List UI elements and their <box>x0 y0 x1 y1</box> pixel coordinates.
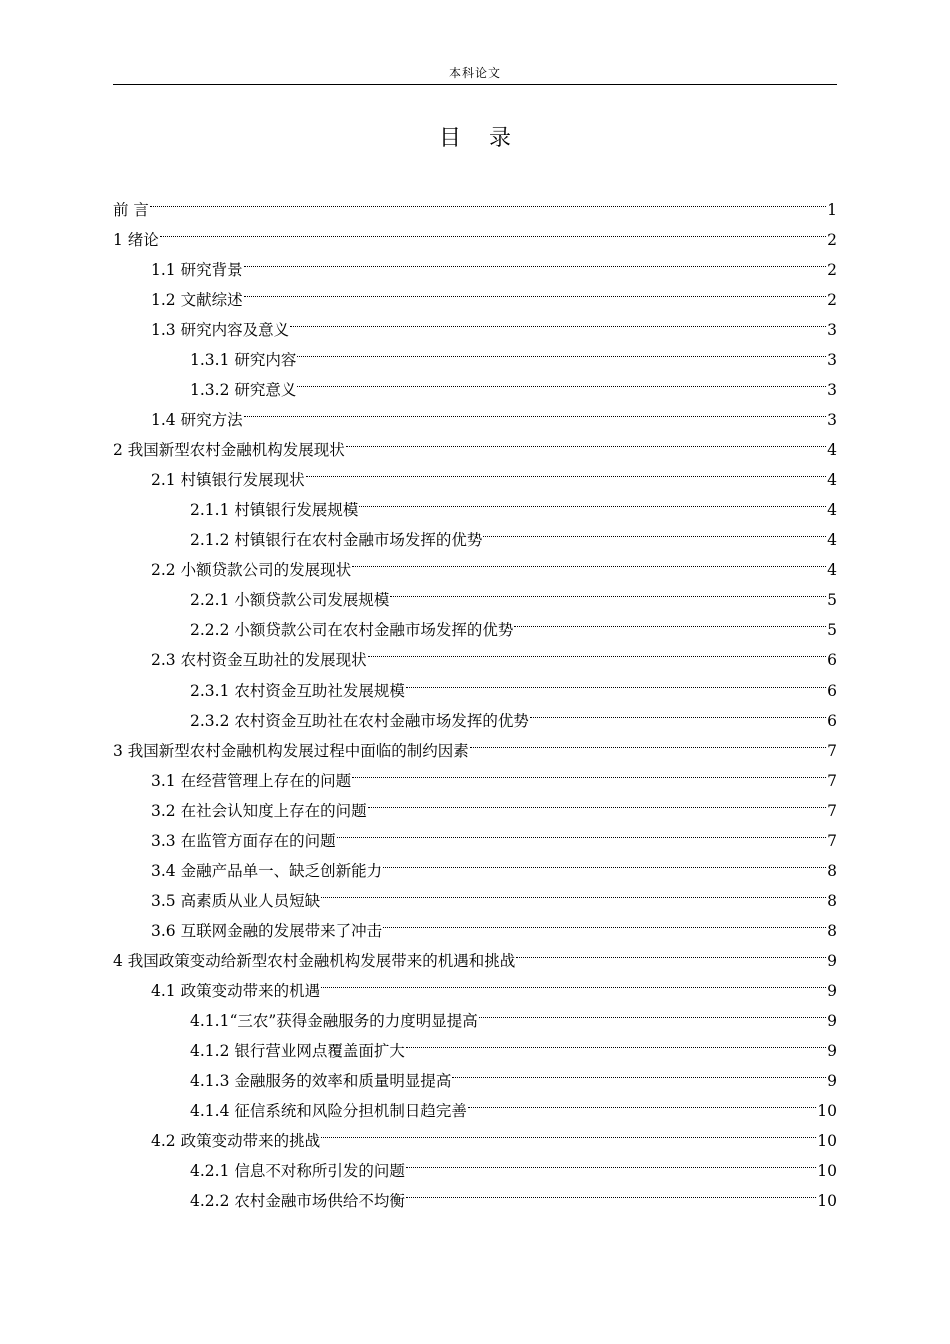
toc-entry-page: 8 <box>827 891 837 910</box>
dot-leader <box>337 816 827 846</box>
toc-entry-page: 10 <box>817 1162 837 1180</box>
toc-entry-title: 2.3.2 农村资金互助社在农村金融市场发挥的优势 <box>190 711 529 730</box>
dot-leader <box>406 1026 826 1056</box>
toc-entry-title: 4.1.3 金融服务的效率和质量明显提高 <box>190 1071 452 1090</box>
dot-leader <box>359 485 826 515</box>
toc-entry-page: 1 <box>827 201 837 219</box>
toc-entry-title: 3.4 金融产品单一、缺乏创新能力 <box>151 861 383 880</box>
toc-entry[interactable] <box>113 215 837 250</box>
toc-entry-page: 9 <box>827 951 837 970</box>
toc-entry-page: 10 <box>817 1192 837 1211</box>
toc-entry-page: 3 <box>827 411 837 430</box>
dot-leader <box>321 1116 816 1146</box>
dot-leader <box>352 545 826 575</box>
toc-entry-page: 8 <box>827 861 837 880</box>
toc-entry-title: 4 我国政策变动给新型农村金融机构发展带来的机遇和挑战 <box>113 951 516 970</box>
dot-leader <box>297 365 826 395</box>
toc-entry-title: 2.1.1 村镇银行发展规模 <box>190 501 359 520</box>
dot-leader <box>150 185 826 215</box>
dot-leader <box>514 605 826 635</box>
toc-entry-title: 2 我国新型农村金融机构发展现状 <box>113 441 345 460</box>
toc-entry-page: 3 <box>827 321 837 340</box>
dot-leader <box>530 696 826 726</box>
toc-entry-page: 4 <box>827 561 837 580</box>
toc-entry-page: 9 <box>827 1041 837 1060</box>
toc-entry-page: 6 <box>827 711 837 730</box>
toc-entry-title: 3 我国新型农村金融机构发展过程中面临的制约因素 <box>113 741 469 760</box>
toc-entry-title: 前 言 <box>113 201 149 219</box>
dot-leader <box>346 425 826 455</box>
toc-entry-page: 5 <box>827 621 837 640</box>
dot-leader <box>306 455 827 485</box>
toc-entry-page: 10 <box>817 1131 837 1150</box>
dot-leader <box>516 936 826 966</box>
toc-entry-title: 1 绪论 <box>113 231 159 250</box>
dot-leader <box>160 215 826 245</box>
toc-entry-page: 2 <box>827 291 837 310</box>
dot-leader <box>383 906 826 936</box>
toc-entry-page: 2 <box>827 261 837 280</box>
dot-leader <box>352 756 826 786</box>
toc-entry-title: 3.5 高素质从业人员短缺 <box>151 891 321 910</box>
toc-entry-title: 4.2.1 信息不对称所引发的问题 <box>190 1162 405 1180</box>
toc-entry-page: 7 <box>827 741 837 760</box>
toc-entry[interactable] <box>113 185 837 219</box>
dot-leader <box>297 335 826 365</box>
dot-leader <box>406 666 826 696</box>
toc-entry-page: 3 <box>827 381 837 400</box>
toc-entry-title: 2.3.1 农村资金互助社发展规模 <box>190 681 405 700</box>
toc-entry-title: 3.2 在社会认知度上存在的问题 <box>151 801 367 820</box>
dot-leader <box>321 876 826 906</box>
toc-entry-title: 2.1 村镇银行发展现状 <box>151 471 305 490</box>
toc-entry-title: 1.2 文献综述 <box>151 291 243 310</box>
toc-entry-page: 6 <box>827 681 837 700</box>
dot-leader <box>290 305 826 335</box>
dot-leader <box>390 575 826 605</box>
dot-leader <box>406 1146 816 1176</box>
toc-entry-page: 9 <box>827 1071 837 1090</box>
toc-entry-title: 2.1.2 村镇银行在农村金融市场发挥的优势 <box>190 531 483 550</box>
toc-entry-title: 3.3 在监管方面存在的问题 <box>151 831 336 850</box>
toc-entry-page: 7 <box>827 831 837 850</box>
toc-entry-page: 7 <box>827 771 837 790</box>
dot-leader <box>368 786 827 816</box>
toc-entry-page: 3 <box>827 351 837 370</box>
toc-entry-page: 4 <box>827 531 837 550</box>
toc-title: 目录 <box>438 126 539 151</box>
toc-entry-title: 4.2 政策变动带来的挑战 <box>151 1131 321 1150</box>
dot-leader <box>406 1176 816 1206</box>
dot-leader <box>368 635 827 665</box>
dot-leader <box>244 395 827 425</box>
toc-entry-page: 5 <box>827 591 837 610</box>
toc-entry-page: 9 <box>827 981 837 1000</box>
toc-entry-title: 2.3 农村资金互助社的发展现状 <box>151 651 367 670</box>
dot-leader <box>383 846 826 876</box>
toc-entry-page: 4 <box>827 441 837 460</box>
dot-leader <box>483 515 826 545</box>
toc-entry-page: 7 <box>827 801 837 820</box>
toc-entry-page: 2 <box>827 231 837 250</box>
toc-entry-title: 2.2.2 小额贷款公司在农村金融市场发挥的优势 <box>190 621 514 640</box>
header-rule <box>113 84 837 85</box>
toc-entry-title: 3.1 在经营管理上存在的问题 <box>151 771 352 790</box>
toc-entry-title: 1.3.1 研究内容 <box>190 351 297 370</box>
toc-entry-page: 10 <box>817 1101 837 1120</box>
toc-entry-page: 9 <box>827 1011 837 1030</box>
toc-entry-title: 4.1.2 银行营业网点覆盖面扩大 <box>190 1041 405 1060</box>
dot-leader <box>244 245 827 275</box>
toc-entry-title: 4.1.1“三农”获得金融服务的力度明显提高 <box>190 1011 478 1030</box>
toc-entry-title: 2.2.1 小额贷款公司发展规模 <box>190 591 390 610</box>
toc-entry-page: 4 <box>827 471 837 490</box>
toc-entry-title: 1.1 研究背景 <box>151 261 243 280</box>
toc-entry-title: 3.6 互联网金融的发展带来了冲击 <box>151 921 383 940</box>
toc-entry-title: 1.3.2 研究意义 <box>190 381 297 400</box>
toc-entry-title: 2.2 小额贷款公司的发展现状 <box>151 561 352 580</box>
toc-entry-title: 1.3 研究内容及意义 <box>151 321 290 340</box>
toc-entry-page: 6 <box>827 651 837 670</box>
dot-leader <box>321 966 826 996</box>
dot-leader <box>470 726 826 756</box>
toc-entry[interactable] <box>113 245 837 280</box>
dot-leader <box>452 1056 826 1086</box>
toc-entry-page: 4 <box>827 501 837 520</box>
toc-entry-page: 8 <box>827 921 837 940</box>
toc-entry-title: 1.4 研究方法 <box>151 411 243 430</box>
toc-entry-title: 4.1.4 征信系统和风险分担机制日趋完善 <box>190 1101 467 1120</box>
dot-leader <box>244 275 827 305</box>
dot-leader <box>468 1086 816 1116</box>
toc-entry-title: 4.2.2 农村金融市场供给不均衡 <box>190 1192 405 1211</box>
toc-entry-title: 4.1 政策变动带来的机遇 <box>151 981 321 1000</box>
table-of-contents <box>113 185 837 1211</box>
dot-leader <box>479 996 826 1026</box>
page-header: 本科论文 <box>448 66 501 80</box>
